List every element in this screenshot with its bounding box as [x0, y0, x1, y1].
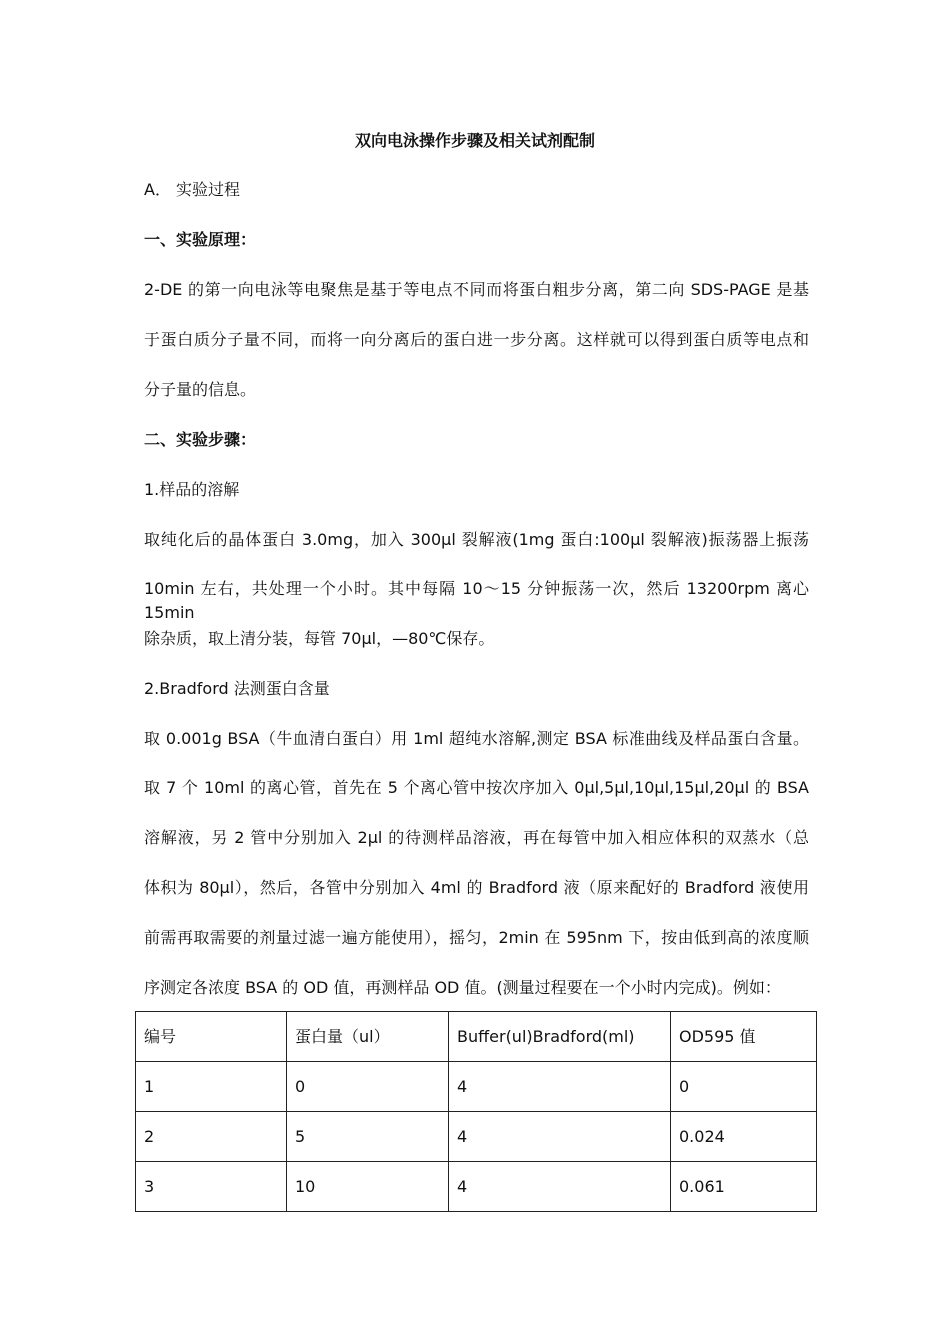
table-cell: 4 [449, 1062, 671, 1112]
table-row [136, 1162, 817, 1212]
step-2-title: 2.Bradford 法测蛋白含量 [144, 679, 330, 698]
table-cell: 4 [449, 1162, 671, 1212]
step-2-line-5: 前需再取需要的剂量过滤一遍方能使用），摇匀，2min 在 595nm 下，按由低到高的浓度顺 [144, 928, 809, 947]
steps-heading: 二、实验步骤： [144, 430, 257, 449]
step-1-line-3: 除杂质，取上清分装，每管 70μl，—80℃保存。 [144, 629, 495, 648]
step-2-line-3: 溶解液，另 2 管中分别加入 2μl 的待测样品溶液，再在每管中加入相应体积的双蒸水（总 [144, 828, 809, 847]
table-header-row [136, 1012, 817, 1062]
table-cell: 2 [136, 1112, 287, 1162]
table-cell: 0 [287, 1062, 449, 1112]
table-row [136, 1112, 817, 1162]
document-title: 双向电泳操作步骤及相关试剂配制 [354, 131, 595, 150]
step-2-line-6: 序测定各浓度 BSA 的 OD 值，再测样品 OD 值。(测量过程要在一个小时内完成)。例如： [144, 978, 781, 997]
step-2-line-1: 取 0.001g BSA（牛血清白蛋白）用 1ml 超纯水溶解,测定 BSA 标准曲线及样品蛋白含量。 [144, 729, 809, 748]
table-cell: 1 [136, 1062, 287, 1112]
bsa-standard-table [135, 1011, 817, 1212]
table-cell: 0.024 [671, 1112, 817, 1162]
section-a-heading: A． 实验过程 [144, 180, 241, 199]
table-header-cell: 编号 [136, 1012, 287, 1062]
step-1-line-2: 10min 左右，共处理一个小时。其中每隔 10～15 分钟振荡一次，然后 13200rpm 离心 15min [144, 579, 809, 622]
table-cell: 0.061 [671, 1162, 817, 1212]
step-1-title: 1.样品的溶解 [144, 480, 240, 499]
table-cell: 0 [671, 1062, 817, 1112]
table-header-cell: Buffer(ul)Bradford(ml) [449, 1012, 671, 1062]
table-cell: 5 [287, 1112, 449, 1162]
step-2-line-4: 体积为 80μl），然后，各管中分别加入 4ml 的 Bradford 液（原来配好的 Bradford 液使用 [144, 878, 809, 897]
table-header-cell: 蛋白量（ul） [287, 1012, 449, 1062]
step-2-line-2: 取 7 个 10ml 的离心管，首先在 5 个离心管中按次序加入 0μl,5μl,10μl,15μl,20μl 的 BSA [144, 778, 809, 797]
principle-line-3: 分子量的信息。 [144, 380, 257, 399]
principle-line-1: 2-DE 的第一向电泳等电聚焦是基于等电点不同而将蛋白粗步分离，第二向 SDS-PAGE 是基 [144, 280, 809, 299]
table-row [136, 1062, 817, 1112]
table-cell: 4 [449, 1112, 671, 1162]
principle-heading: 一、实验原理： [144, 230, 257, 249]
table-cell: 3 [136, 1162, 287, 1212]
step-1-line-1: 取纯化后的晶体蛋白 3.0mg，加入 300μl 裂解液(1mg 蛋白:100μl 裂解液)振荡器上振荡 [144, 530, 809, 549]
table-cell: 10 [287, 1162, 449, 1212]
principle-line-2: 于蛋白质分子量不同，而将一向分离后的蛋白进一步分离。这样就可以得到蛋白质等电点和 [144, 330, 809, 349]
table-header-cell: OD595 值 [671, 1012, 817, 1062]
